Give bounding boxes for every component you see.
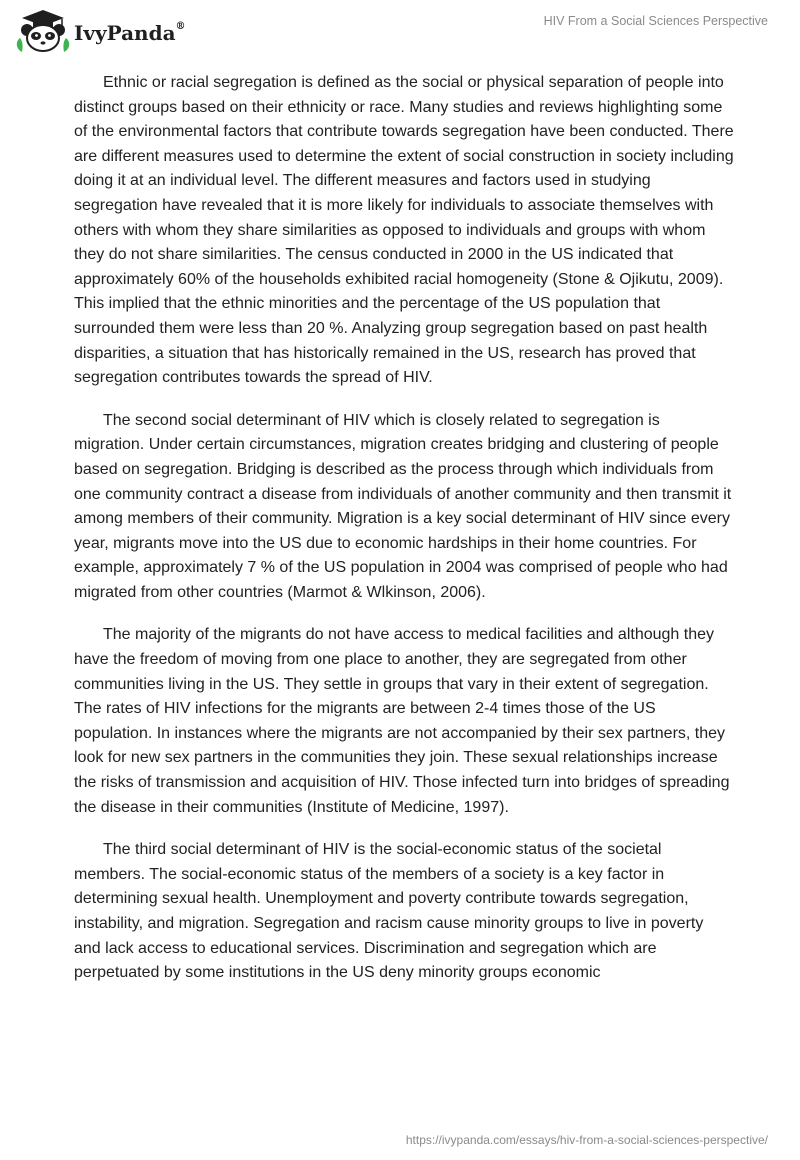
document-title: HIV From a Social Sciences Perspective [543, 14, 768, 28]
paragraph: The second social determinant of HIV which is closely related to segregation is migration. Under certain circumstances, migration creates bridging and clustering of people based on segregation. Bridging is described as the process through which individuals from one community contract a disease from individuals of another community and then transmit it among members of their community. Migration is a key social determinant of HIV since every year, migrants move into the US due to economic hardships in their home countries. For example, approximately 7 % of the US population in 2004 was comprised of people who had migrated from other countries (Marmot & Wlkinson, 2006). [74, 411, 732, 601]
panda-graduate-icon [14, 8, 72, 56]
paragraph: The majority of the migrants do not have access to medical facilities and although they have the freedom of moving from one place to another, they are segregated from other communities living in the US. They settle in groups that vary in their extent of segregation. The rates of HIV infections for the migrants are between 2-4 times those of the US population. In instances where the migrants are not accompanied by their sex partners, they look for new sex partners in the communities they join. These sexual relationships increase the risks of transmission and acquisition of HIV. Those infected turn into bridges of spreading the disease in their communities (Institute of Medicine, 1997). [74, 626, 730, 816]
paragraph: The third social determinant of HIV is the social-economic status of the societal members. The social-economic status of the members of a society is a key factor in determining sexual health. Unemployment and poverty contribute towards segregation, instability, and migration. Segregation and racism cause minority groups to live in poverty and lack access to educational services. Discrimination and segregation which are perpetuated by some institutions in the US deny minority groups economic [74, 841, 704, 982]
paragraph: Ethnic or racial segregation is defined as the social or physical separation of people into distinct groups based on their ethnicity or race. Many studies and reviews highlighting some of the environmental factors that contribute towards segregation have been conducted. There are different measures used to determine the extent of social construction in society including doing it at an individual level. The different measures and factors used in studying segregation have revealed that it is more likely for individuals to associate themselves with others with whom they share similarities as opposed to individuals and groups with whom they do not share similarities. The census conducted in 2000 in the US indicated that approximately 60% of the households exhibited racial homogeneity (Stone & Ojikutu, 2009). This implied that the ethnic minorities and the percentage of the US population that surrounded them were less than 20 %. Analyzing group segregation based on past health disparities, a situation that has historically remained in the US, research has proved that segregation contributes towards the spread of HIV. [74, 74, 734, 387]
essay-body [74, 71, 734, 1004]
brand-name: IvyPanda® [74, 21, 186, 45]
registered-mark: ® [175, 21, 186, 33]
logo[interactable] [14, 8, 186, 56]
footer-url[interactable]: https://ivypanda.com/essays/hiv-from-a-social-sciences-perspective/ [405, 1133, 768, 1147]
